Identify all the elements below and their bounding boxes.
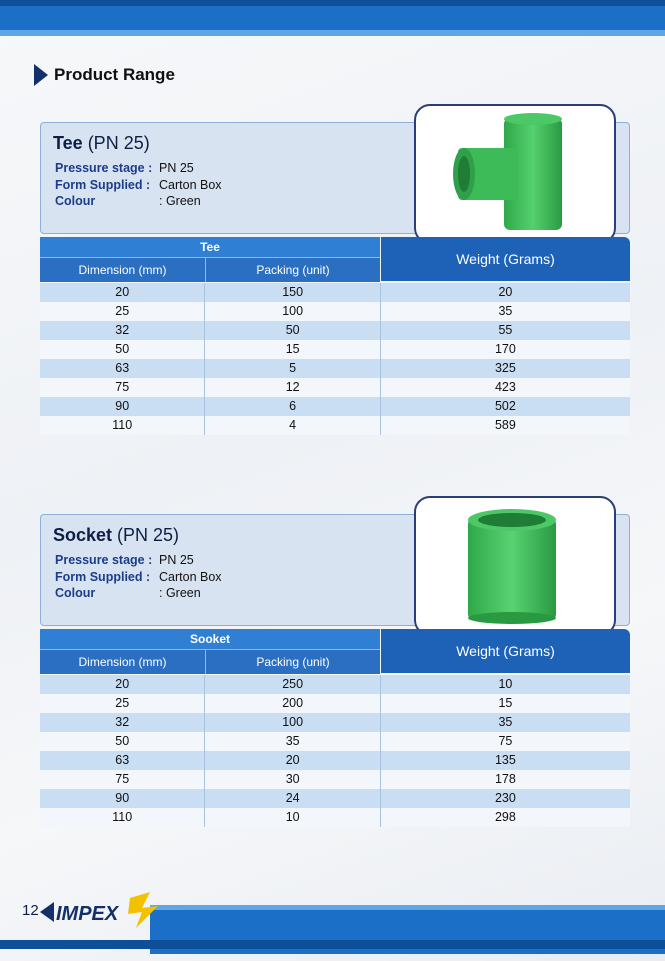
tee-col-packing: Packing (unit)	[206, 257, 380, 282]
socket-colour: Colour : Green	[55, 586, 201, 600]
socket-product-image	[414, 496, 616, 636]
tee-title: Tee (PN 25)	[53, 133, 150, 153]
table-row: 32 50 55	[40, 321, 630, 340]
table-row: 20 250 10	[40, 675, 630, 694]
tee-col-weight: Weight (Grams)	[381, 237, 630, 281]
socket-section	[40, 514, 630, 830]
table-row: 25 200 15	[40, 694, 630, 713]
socket-rows	[40, 675, 630, 827]
socket-form-supplied: Form Supplied : Carton Box	[55, 570, 222, 584]
page-title: Product Range	[54, 65, 175, 84]
table-row: 25 100 35	[40, 302, 630, 321]
table-row: 20 150 20	[40, 283, 630, 302]
triangle-bullet-icon	[34, 64, 48, 86]
tee-section	[40, 122, 630, 438]
table-row: 50 35 75	[40, 732, 630, 751]
table-row: 50 15 170	[40, 340, 630, 359]
tee-table	[40, 237, 630, 437]
socket-pressure-stage: Pressure stage : PN 25	[55, 553, 194, 567]
impex-logo-icon	[38, 888, 168, 934]
tee-fitting-icon	[416, 106, 614, 242]
tee-form-supplied: Form Supplied : Carton Box	[55, 178, 222, 192]
tee-pressure-stage: Pressure stage : PN 25	[55, 161, 194, 175]
table-row: 32 100 35	[40, 713, 630, 732]
socket-fitting-icon	[416, 498, 614, 634]
table-row: 75 12 423	[40, 378, 630, 397]
tee-col-dimension: Dimension (mm)	[40, 257, 206, 282]
product-range-heading	[34, 64, 175, 86]
footer-accent-bar	[0, 940, 665, 949]
socket-col-dimension: Dimension (mm)	[40, 649, 206, 674]
logo-wordmark: IMPEX	[56, 903, 119, 925]
top-banner	[0, 0, 665, 36]
tee-product-image	[414, 104, 616, 244]
socket-col-packing: Packing (unit)	[206, 649, 380, 674]
table-row: 110 10 298	[40, 808, 630, 827]
tee-table-title: Tee	[40, 237, 380, 257]
tee-colour: Colour : Green	[55, 194, 201, 208]
socket-table-title: Sooket	[40, 629, 380, 649]
impex-logo	[38, 888, 168, 939]
table-row: 110 4 589	[40, 416, 630, 435]
page-number: 12	[22, 902, 39, 919]
tee-rows	[40, 283, 630, 435]
table-row: 63 20 135	[40, 751, 630, 770]
table-row: 63 5 325	[40, 359, 630, 378]
table-row: 75 30 178	[40, 770, 630, 789]
table-row: 90 24 230	[40, 789, 630, 808]
socket-table	[40, 629, 630, 829]
table-row: 90 6 502	[40, 397, 630, 416]
socket-title: Socket (PN 25)	[53, 525, 180, 545]
socket-col-weight: Weight (Grams)	[381, 629, 630, 673]
